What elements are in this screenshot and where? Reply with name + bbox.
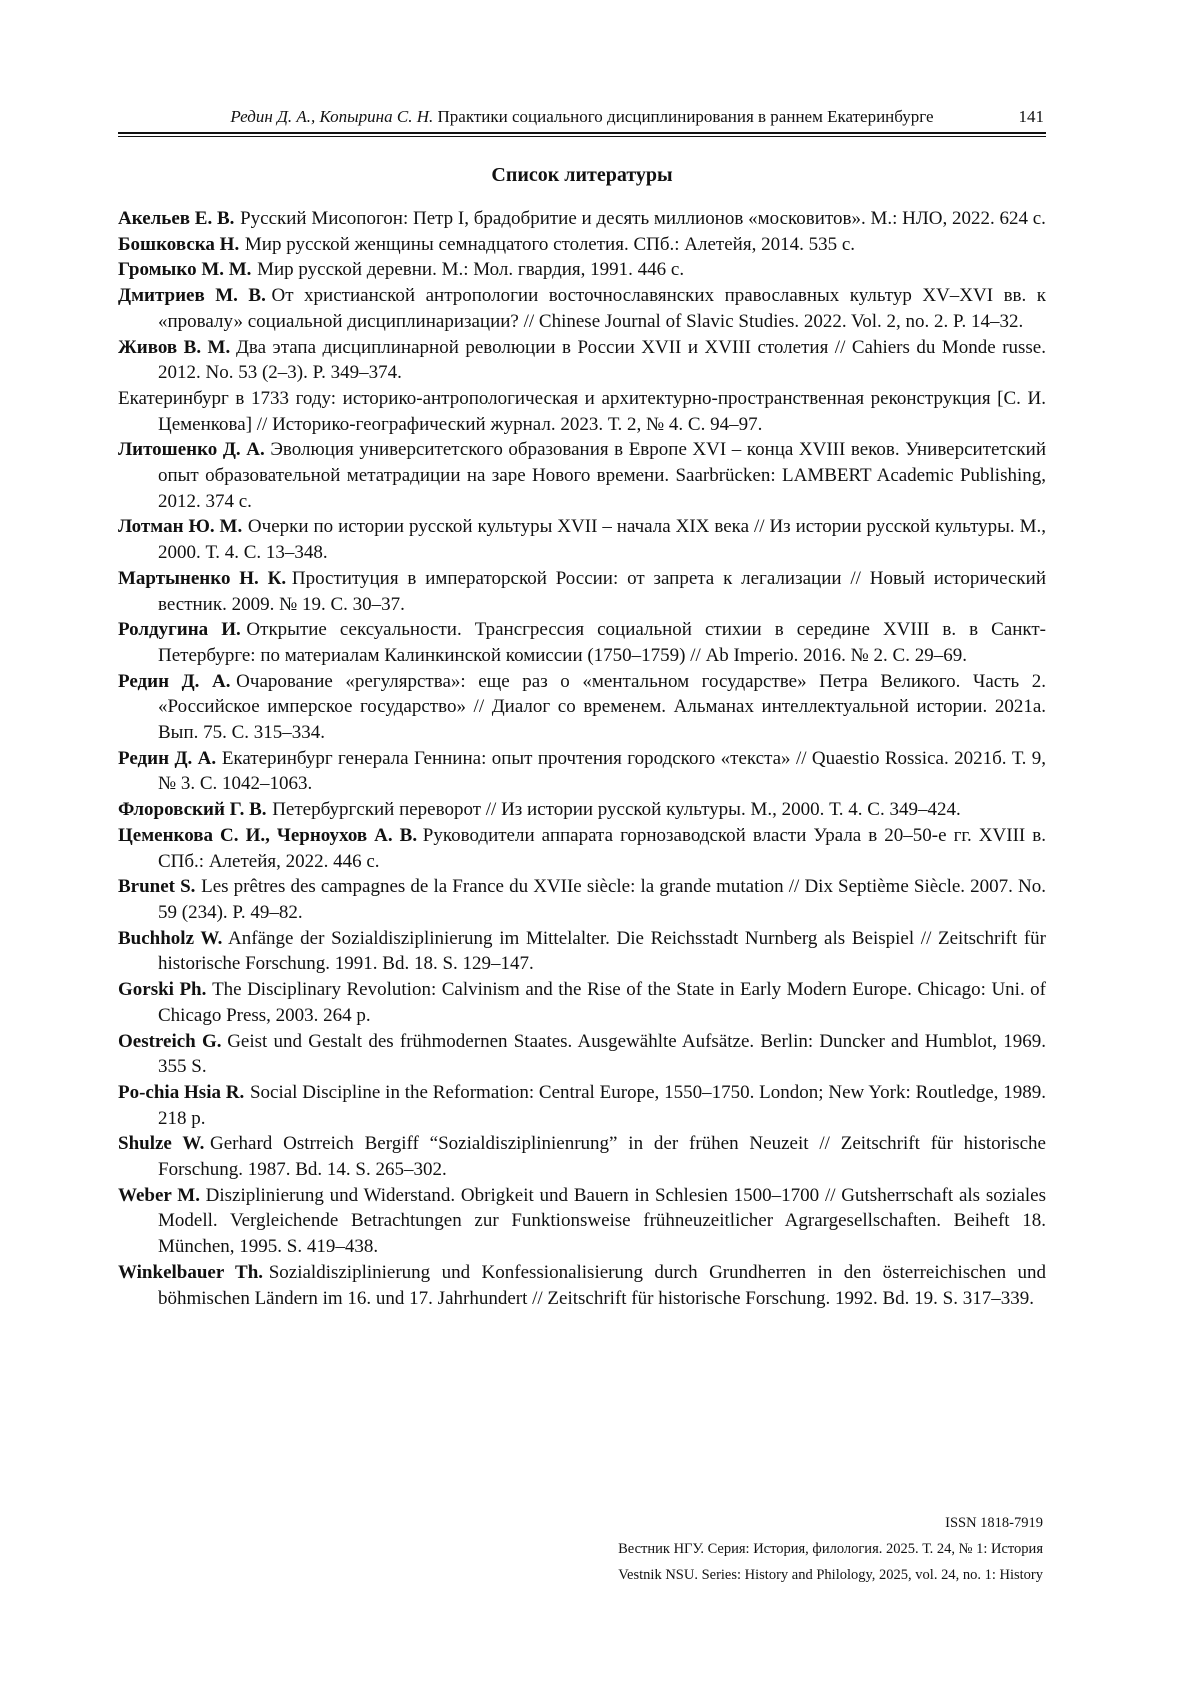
footer-citation-en: Vestnik NSU. Series: History and Philology, 2025, vol. 24, no. 1: History xyxy=(618,1567,1043,1583)
reference-author: Литошенко Д. А. xyxy=(118,439,265,461)
reference-text: Эволюция университетского образования в Европе XVI – конца XVIII веков. Университетский опыт образовательной метатрадиции на заре Нового времени. Saarbrücken: LAMBERT Academic Publishing, 2012. 374 с. xyxy=(158,439,1046,512)
reference-entry xyxy=(118,617,1046,668)
reference-author: Buchholz W. xyxy=(118,927,223,949)
reference-entry xyxy=(118,257,1046,283)
reference-entry xyxy=(118,1260,1046,1311)
reference-text: Очерки по истории русской культуры XVII – начала XIX века // Из истории русской культуры. М., 2000. Т. 4. С. 13–348. xyxy=(158,516,1046,564)
reference-author: Громыко М. М. xyxy=(118,259,252,281)
reference-author: Бошковска Н. xyxy=(118,233,240,255)
footer-citation-ru: Вестник НГУ. Серия: История, филология. 2025. Т. 24, № 1: История xyxy=(618,1541,1043,1557)
reference-author: Цеменкова С. И., Черноухов А. В. xyxy=(118,824,418,846)
reference-entry xyxy=(118,669,1046,746)
running-head xyxy=(118,0,1046,128)
reference-text: Екатеринбург в 1733 году: историко-антропологическая и архитектурно-пространственная реконструкция [С. И. Цеменкова] // Историко-географический журнал. 2023. Т. 2, № 4. С. 94–97. xyxy=(118,387,1046,435)
reference-text: Руководители аппарата горнозаводской власти Урала в 20–50-е гг. XVIII в. СПб.: Алетейя, 2022. 446 с. xyxy=(158,824,1046,872)
reference-text: От христианской антропологии восточнославянских православных культур XV–XVI вв. к «провалу» социальной дисциплинаризации? // Chinese Journal of Slavic Studies. 2022. Vol. 2, no. 2. P. 14–32. xyxy=(158,285,1046,332)
reference-text: Geist und Gestalt des frühmodernen Staates. Ausgewählte Aufsätze. Berlin: Duncker and Humblot, 1969. 355 S. xyxy=(158,1030,1046,1078)
reference-entry xyxy=(118,926,1046,977)
reference-entry xyxy=(118,823,1046,874)
reference-entry xyxy=(118,1029,1046,1080)
reference-entry xyxy=(118,283,1046,334)
reference-text: Social Discipline in the Reformation: Central Europe, 1550–1750. London; New York: Routledge, 1989. 218 p. xyxy=(158,1081,1046,1129)
page-number: 141 xyxy=(1018,107,1044,126)
reference-text: Петербургский переворот // Из истории русской культуры. М., 2000. Т. 4. С. 349–424. xyxy=(272,799,961,821)
reference-entry xyxy=(118,797,1046,823)
reference-author: Дмитриев М. В. xyxy=(118,285,266,307)
reference-entry xyxy=(118,514,1046,565)
reference-list xyxy=(118,206,1046,1311)
reference-text: Очарование «регулярства»: еще раз о «ментальном государстве» Петра Великого. Часть 2. «Российское имперское государство» // Диалог со временем. Альманах интеллектуальной истории. 2021а. Вып. 75. С. 315–334. xyxy=(158,670,1047,744)
reference-entry xyxy=(118,386,1046,437)
reference-author: Редин Д. А. xyxy=(118,670,231,692)
reference-text: Disziplinierung und Widerstand. Obrigkeit und Bauern in Schlesien 1500–1700 // Gutsherrschaft als soziales Modell. Vergleichende Betrachtungen zur Funktionsweise frühneuzeitlicher Agrargesellschaften. Beiheft 18. München, 1995. S. 419–438. xyxy=(158,1184,1046,1258)
reference-author: Лотман Ю. М. xyxy=(118,516,243,538)
footer-issn: ISSN 1818-7919 xyxy=(945,1515,1043,1531)
reference-author: Мартыненко Н. К. xyxy=(118,567,287,589)
reference-text: Gerhard Ostrreich Bergiff “Sozialdisziplinienrung” in der frühen Neuzeit // Zeitschrift für historische Forschung. 1987. Bd. 14. S. 265–302. xyxy=(158,1133,1046,1181)
reference-author: Po-chia Hsia R. xyxy=(118,1081,245,1103)
reference-author: Ролдугина И. xyxy=(118,619,241,641)
reference-author: Редин Д. А. xyxy=(118,747,217,769)
reference-text: Проституция в императорской России: от запрета к легализации // Новый исторический вестник. 2009. № 19. С. 30–37. xyxy=(158,567,1046,615)
journal-page xyxy=(118,0,1046,1697)
reference-text: Мир русской деревни. М.: Мол. гвардия, 1991. 446 с. xyxy=(257,259,685,281)
reference-text: Anfänge der Sozialdisziplinierung im Mittelalter. Die Reichsstadt Nurnberg als Beispiel // Zeitschrift für historische Forschung. 1991. Bd. 18. S. 129–147. xyxy=(158,927,1046,975)
reference-author: Акельев Е. В. xyxy=(118,208,235,229)
reference-entry xyxy=(118,1131,1046,1182)
reference-entry xyxy=(118,1080,1046,1131)
running-head-authors: Редин Д. А., Копырина С. Н. xyxy=(230,107,434,126)
reference-entry xyxy=(118,566,1046,617)
reference-author: Shulze W. xyxy=(118,1133,205,1155)
reference-entry xyxy=(118,206,1046,232)
reference-text: Les prêtres des campagnes de la France du XVIIe siècle: la grande mutation // Dix Septième Siècle. 2007. No. 59 (234). P. 49–82. xyxy=(158,876,1046,923)
reference-author: Флоровский Г. В. xyxy=(118,799,267,821)
header-divider xyxy=(118,132,1046,137)
reference-entry xyxy=(118,232,1046,258)
reference-author: Gorski Ph. xyxy=(118,979,207,1001)
reference-entry xyxy=(118,335,1046,386)
running-head-title: Практики социального дисциплинирования в раннем Екатеринбурге xyxy=(437,107,934,126)
reference-text: Sozialdisziplinierung und Konfessionalisierung durch Grundherren in den österreichischen und böhmischen Ländern im 16. und 17. Jahrhundert // Zeitschrift für historische Forschung. 1992. Bd. 19. S. 317–339. xyxy=(158,1261,1046,1309)
reference-text: Открытие сексуальности. Трансгрессия социальной стихии в середине XVIII в. в Санкт-Петербурге: по материалам Калинкинской комиссии (1750–1759) // Ab Imperio. 2016. № 2. С. 29–69. xyxy=(158,619,1046,666)
reference-text: The Disciplinary Revolution: Calvinism and the Rise of the State in Early Modern Europe. Chicago: Uni. of Chicago Press, 2003. 264 p. xyxy=(158,979,1047,1026)
journal-footer xyxy=(618,1510,1043,1588)
reference-entry xyxy=(118,1183,1046,1260)
reference-entry xyxy=(118,977,1046,1028)
reference-author: Winkelbauer Th. xyxy=(118,1261,264,1283)
reference-text: Русский Мисопогон: Петр I, брадобритие и десять миллионов «московитов». М.: НЛО, 2022. 624 с. xyxy=(240,208,1046,229)
reference-text: Мир русской женщины семнадцатого столетия. СПб.: Алетейя, 2014. 535 с. xyxy=(244,233,855,255)
reference-entry xyxy=(118,746,1046,797)
reference-author: Brunet S. xyxy=(118,876,196,898)
section-title: Список литературы xyxy=(491,164,673,186)
reference-author: Weber M. xyxy=(118,1184,200,1206)
reference-text: Два этапа дисциплинарной революции в России XVII и XVIII столетия // Cahiers du Monde russe. 2012. No. 53 (2–3). P. 349–374. xyxy=(158,336,1046,384)
reference-author: Oestreich G. xyxy=(118,1030,222,1052)
reference-entry xyxy=(118,437,1046,514)
reference-entry xyxy=(118,874,1046,925)
reference-author: Живов В. М. xyxy=(118,336,231,358)
reference-text: Екатеринбург генерала Геннина: опыт прочтения городского «текста» // Quaestio Rossica. 2021б. Т. 9, № 3. С. 1042–1063. xyxy=(158,747,1046,795)
